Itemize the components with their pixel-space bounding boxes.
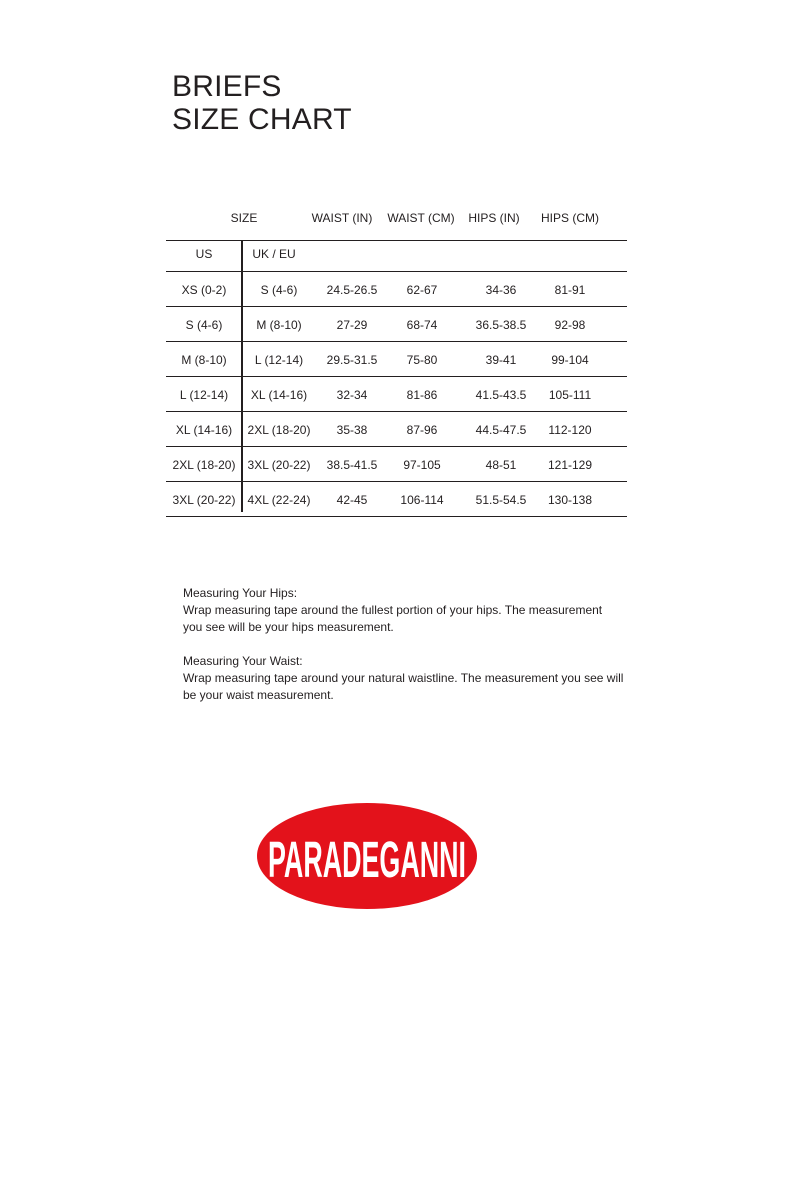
cell-hips-cm: 121-129 (547, 458, 593, 472)
cell-waist-cm: 106-114 (400, 493, 444, 507)
header-waist-in: WAIST (IN) (311, 211, 373, 225)
waist-note-title: Measuring Your Waist: (183, 654, 303, 668)
waist-note-line-2: be your waist measurement. (183, 688, 334, 702)
title-line-1: BRIEFS (172, 70, 282, 103)
cell-waist-cm: 62-67 (406, 283, 438, 297)
subheader-us: US (195, 247, 213, 261)
paradeganni-logo (255, 801, 479, 911)
header-waist-cm: WAIST (CM) (387, 211, 455, 225)
logo-text: PARADEGANNI (268, 830, 466, 889)
table-row (166, 447, 627, 482)
hips-note-title: Measuring Your Hips: (183, 586, 298, 600)
cell-waist-in: 32-34 (336, 388, 368, 402)
cell-hips-in: 48-51 (485, 458, 517, 472)
cell-hips-in: 44.5-47.5 (475, 423, 527, 437)
cell-hips-in: 51.5-54.5 (475, 493, 527, 507)
table-row (166, 377, 627, 412)
cell-waist-cm: 81-86 (406, 388, 438, 402)
cell-waist-in: 29.5-31.5 (326, 353, 378, 367)
cell-hips-cm: 81-91 (554, 283, 586, 297)
cell-hips-cm: 92-98 (554, 318, 586, 332)
cell-waist-in: 35-38 (336, 423, 368, 437)
cell-uk-eu-size: XL (14-16) (250, 388, 308, 402)
table-row (166, 342, 627, 377)
cell-hips-in: 36.5-38.5 (475, 318, 527, 332)
waist-note (183, 653, 633, 704)
waist-note-line-1: Wrap measuring tape around your natural waistline. The measurement you see will (183, 671, 624, 685)
cell-waist-cm: 75-80 (406, 353, 438, 367)
title-line-2: SIZE CHART (172, 103, 352, 136)
cell-uk-eu-size: 2XL (18-20) (247, 423, 311, 437)
cell-hips-cm: 99-104 (551, 353, 589, 367)
subheader-uk-eu: UK / EU (252, 247, 296, 261)
hips-note (183, 585, 633, 636)
header-hips-in: HIPS (IN) (468, 211, 520, 225)
cell-hips-in: 34-36 (485, 283, 517, 297)
cell-hips-cm: 105-111 (548, 388, 592, 402)
cell-uk-eu-size: 4XL (22-24) (247, 493, 311, 507)
table-row (166, 272, 627, 307)
hips-note-line-1: Wrap measuring tape around the fullest portion of your hips. The measurement (183, 603, 603, 617)
cell-hips-cm: 112-120 (548, 423, 592, 437)
table-subheader-row (166, 241, 627, 272)
cell-waist-in: 42-45 (336, 493, 368, 507)
cell-uk-eu-size: S (4-6) (260, 283, 298, 297)
table-row (166, 307, 627, 342)
hips-note-line-2: you see will be your hips measurement. (183, 620, 394, 634)
size-chart-table (166, 200, 627, 517)
cell-hips-cm: 130-138 (547, 493, 593, 507)
cell-waist-cm: 97-105 (403, 458, 441, 472)
table-row (166, 412, 627, 447)
cell-us-size: L (12-14) (179, 388, 229, 402)
cell-uk-eu-size: L (12-14) (254, 353, 304, 367)
measuring-notes (183, 585, 633, 721)
header-hips-cm: HIPS (CM) (541, 211, 599, 225)
cell-waist-in: 24.5-26.5 (326, 283, 378, 297)
table-header-row (166, 200, 627, 241)
page-title (172, 70, 352, 136)
table-body (166, 272, 627, 517)
cell-us-size: 2XL (18-20) (172, 458, 236, 472)
cell-waist-in: 27-29 (336, 318, 368, 332)
cell-waist-in: 38.5-41.5 (326, 458, 378, 472)
cell-uk-eu-size: 3XL (20-22) (247, 458, 311, 472)
cell-hips-in: 39-41 (485, 353, 517, 367)
cell-uk-eu-size: M (8-10) (256, 318, 302, 332)
cell-us-size: XL (14-16) (175, 423, 233, 437)
cell-us-size: XS (0-2) (181, 283, 227, 297)
column-divider (241, 241, 243, 512)
cell-us-size: M (8-10) (181, 353, 227, 367)
cell-hips-in: 41.5-43.5 (475, 388, 527, 402)
table-row (166, 482, 627, 517)
cell-us-size: 3XL (20-22) (172, 493, 236, 507)
cell-us-size: S (4-6) (185, 318, 223, 332)
header-size: SIZE (230, 211, 258, 225)
cell-waist-cm: 87-96 (406, 423, 438, 437)
cell-waist-cm: 68-74 (406, 318, 438, 332)
